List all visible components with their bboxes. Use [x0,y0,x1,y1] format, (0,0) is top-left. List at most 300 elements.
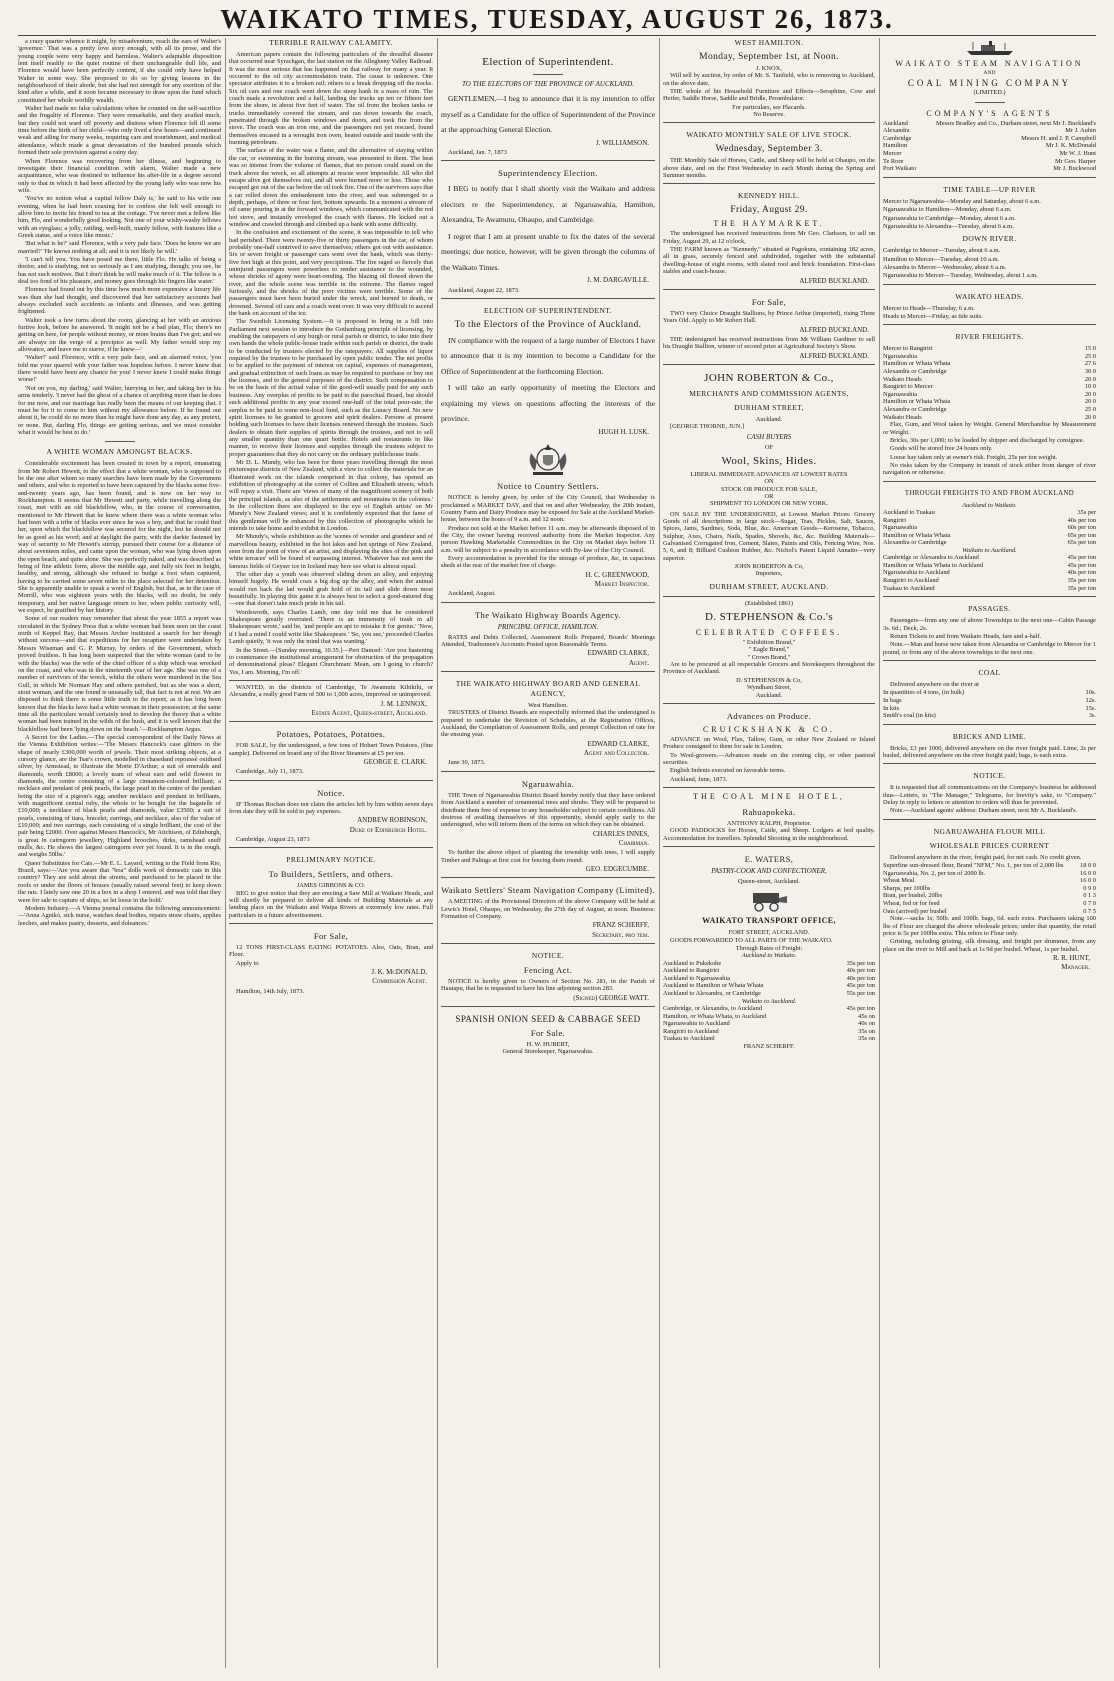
mill-note: Note.—sacks 1s; 50lb. and 100lb. bags, 6d. each extra. Purchasers taking 100 lbs of Flour are charged the above wholesale prices; under that quantity, the retail price is 5s per 100lbs extra. This refers to Flour only. [883,915,1096,937]
freight-row-value: 35s per [1077,508,1096,516]
timetable-entry: Heads to Mercer—Friday, as tide suits. [883,312,983,320]
coal-row [883,697,1096,705]
freight-row-label: Cambridge, or Alexandra, to Auckland [663,1004,763,1012]
brand-name: " Crown Brand," [747,653,791,661]
ad-subheading: PASTRY-COOK AND CONFECTIONER, [711,866,827,875]
ad-heading: WEST HAMILTON. [734,38,804,47]
freight-row-value: 65s per ton [1067,539,1096,547]
freight-row [883,585,1096,593]
freight-table-outbound [663,960,875,998]
freight-row [883,577,1096,585]
freight-note: Bricks, 30s per 1,000; to be loaded by shipper and discharged by consignee. [890,436,1085,444]
ad-body: TWO very Choice Draught Stallions, by Prince Arthur (imported), rising Three Years Old. Apply to Mr Robert Hall. [663,309,875,325]
ad-heading: Monday, September 1st, at Noon. [699,52,839,62]
freight-row [883,383,1096,391]
ad-body: FOR SALE, by the undersigned, a few tons of Hobart Town Potatoes, (fine sample). Delivered on board any of the River Steamers at £5 per ton. [229,742,433,757]
article-paragraph: The surface of the water was a flame, and the alternative of staying within the car, or swimming in the burning stream, was presented to them. The heat was so intense from the volume of flames, that no person could stand on the track above the wreck, so all attempts at rescue were impossible. All who did escape alive got themselves out, and all were burned more or less. Those who escaped got out of the car before the oil took fire. One of the survivors says that a car rolled down the embankment into the river, and was submerged to a depth, perhaps, of three or four feet, bottom upwards. In a moment a stream of oil came pouring in at the forward windows, which communicated with the red hot stove, and instantly enveloped the coach with flames. He kicked out a window and crawled through and climbed up a bank with some difficulty. [229,147,433,228]
agent-row [883,142,1096,150]
news-item: Modern Industry.—A Vienna journal contains the following announcement:—'Anna Agnikó, sick nurse, watches dead bodies, repairs straw chairs, applies leeches, and makes pastry, desserts, and doleances.' [18,904,221,927]
freight-row [663,982,875,990]
freight-row-value: 35s per ton [1067,577,1096,585]
ad-for-sale [229,923,433,995]
ad-note: [GEORGE THORNE, JUN.] [670,423,745,431]
freight-row-value: 35s on [858,1027,875,1035]
ad-heading: Superintendency Election. [498,168,598,179]
freight-row-value: 15 0 [1084,345,1096,353]
agent-row [883,135,1096,143]
ad-body: Produce not sold at the Market before 11 a.m. may be afterwards disposed of in the City, the owner having received authority from the Market Inspector. Any person Hawking Marketable Commodities in the City on Market days before 11 a.m. will be subject to a penalty in accordance with By-law of the City Council. [441,524,655,554]
ad-body: I BEG to notify that I shall shortly visit the Waikato and address electors re the Superintendency, at Ngaruawahia, Hamilton, Alexandra, Te Awamutu, Ohaupo, and Cambridge. [441,184,655,225]
ad-heading: DURHAM STREET, AUCKLAND. [709,581,829,591]
freight-row [883,345,1096,353]
ad-subheading: West Hamilton. [528,702,568,710]
freight-row [883,569,1096,577]
freight-row-label: Ngaruawahia [883,524,918,532]
freight-row [883,398,1096,406]
column-rule [659,38,660,1668]
ad-signature: J. WILLIAMSON. [596,138,649,147]
section-heading: BRICKS AND LIME. [952,731,1027,741]
agent-row [883,158,1096,166]
freight-row [883,360,1096,368]
steamship-icon [965,40,1015,56]
freight-row-label: Rangiriri to Auckland [663,1027,719,1035]
freight-row-value: 40s per ton [1067,569,1096,577]
timetable-entry: Ngaruawahia to Alexandra—Tuesday, about 6 a.m. [883,222,1014,230]
ad-body: GOODS FORWARDED TO ALL PARTS OF THE WAIKATO. [670,936,833,944]
price-row-value: 0 1 3 [1083,892,1096,900]
ad-body: NOTICE is hereby given to Owners of Section No. 281, in the Parish of Hautapu, that he is requested to have his line adjoining section 283. [441,977,655,993]
price-row [883,885,1096,893]
ad-heading: D. STEPHENSON & Co.'s [704,611,834,624]
freight-row-value: 20 0 [1084,398,1096,406]
ad-heading: PRELIMINARY NOTICE. [286,855,376,865]
ad-signature: Chairman. [618,838,649,847]
freight-row-value: 25 0 [1084,352,1096,360]
ad-heading: Waikato Settlers' Steam Navigation Company (Limited). [441,885,655,896]
price-row [883,862,1096,870]
article-heading: TERRIBLE RAILWAY CALAMITY. [269,38,393,47]
freight-row [883,509,1096,517]
through-table-outbound [883,509,1096,547]
ad-note: LIBERAL IMMEDIATE ADVANCES AT LOWEST RATES [690,470,848,478]
ad-heading: Rahuapokeka. [742,806,796,817]
ad-subheading: CASH BUYERS [746,432,792,441]
freight-note: Goods will be stored free 24 hours only. [890,445,993,453]
freight-row-value: 40s per ton [846,974,875,982]
mill-note: Gristing, including gristing, silk dressing, and freight per drummer, from any place on the river to Mill and back at 1s 9d per bushel. Wheat, 1s per bushel. [883,938,1096,953]
ad-body: To further the above object of planting the township with trees, I will supply Timber and Palings at first cost for fencing them round. [441,849,655,864]
freight-row-label: Hamilton or Whata Whata [883,531,951,539]
story-paragraph: When Florence was recovering from her illness, and beginning to investigate their financial condition with alarm, Walter made a new acquaintance, who was destined to influence his after-life in a degree second only to that in which it had been affected by the young lady who was now his wife. [18,157,221,194]
freight-row [883,524,1096,532]
story-paragraph: 'You've no notion what a capital fellow Daly is,' he said to his wife one evening, when he had been coaxing her to confess she felt well enough to allow him to invite his friend to tea at the cottage. 'I've never met a fellow like him, Flo, and wonderfully good looking. Not one of your wishy-washy fellows with an eyeglass; a jolly, rattling, well-built, manly fellow, with features like a Greek statue, and a voice like music.' [18,195,221,239]
ad-signature: GEORGE E. CLARK. [363,757,427,766]
freight-row-value: 20 0 [1084,375,1096,383]
company-heading: AND [983,70,996,76]
ad-heading: Ngaruawahia. [521,778,575,789]
company-heading: COAL MINING COMPANY [907,78,1072,89]
price-row-value: 0 7 0 [1083,900,1096,908]
coal-row [883,689,1096,697]
freight-row [883,353,1096,361]
freight-row [883,376,1096,384]
ad-cruickshank [663,703,875,783]
column-1 [18,38,221,1671]
ad-note: For particulars, see Placards. [732,103,806,111]
ad-body: THE whole of his Household Furniture and Effects—Seraphine, Cow and Heifer, Saddle Horse, Saddle and Bridle, Perambulator. [663,88,875,103]
agent-row-value: Messrs H. and J. P. Campbell [1021,134,1096,142]
ad-heading: THE HAYMARKET. [713,219,825,229]
section-heading: RIVER FREIGHTS. [955,332,1024,342]
freight-row [663,1013,875,1021]
ad-body: I regret that I am at present unable to fix the dates of the several meetings; due notice, however, will be given through the columns of the Waikato Times. [441,231,655,272]
heads-list [883,305,1096,321]
ad-heading: Fencing Act. [523,964,573,975]
ad-heading: For Sale. [530,1028,566,1038]
ad-subheading: PRINCIPAL OFFICE, HAMILTON. [497,622,599,631]
ad-heading: Potatoes, Potatoes, Potatoes. [276,729,386,740]
freight-row [883,562,1096,570]
coal-row-label: In bags [883,696,902,704]
agent-row-label: Te Rore [883,157,904,165]
agent-row-value: Mr Geo. Harper [1055,157,1096,165]
passage-note: Return Tickets to and from Waikato Heads, fare and a-half. [890,632,1042,640]
freight-row-value: 25 0 [1084,406,1096,414]
ad-note: SHIPMENT TO LONDON OR NEW YORK. [710,500,828,508]
ad-body: NOTICE is hereby given, by order of the City Council, that Wednesday is proclaimed a MARKET DAY, and that on and after Wednesday, the 20th instant, Country Farm and Dairy Produce may be exposed for Sale at the Auckland Market-house, between the hours of 9 a.m. and 12 noon. [441,494,655,524]
through-table-inbound [883,554,1096,592]
ad-stallions [663,289,875,360]
ad-body: Apply to [236,959,259,967]
ad-date: Cambridge, August 23, 1873 [236,836,310,843]
freight-row-value: 55s per ton [846,990,875,998]
agent-row-label: Port Waikato [883,165,917,173]
divider [105,441,135,442]
ad-body: IF Thomas Rochan does not claim the articles left by him within seven days from date they will be sold to pay expenses. [229,800,433,815]
ad-signature: H. C. GREENWOOD, [585,570,649,579]
freight-row-value: 20 0 [1084,413,1096,421]
ad-signature: Estate Agent, Queen-street, Auckland. [311,708,427,717]
ad-signature: H. W. HUBERT, [526,1041,570,1048]
ad-signature: J. K. McDONALD, [371,968,427,977]
freight-row-label: Tuakau to Auckland [883,584,935,592]
column-2 [229,38,433,1671]
passages [883,596,1096,656]
freight-row-label: Rangiriri to Auckland [883,577,939,585]
notice-body: Note.—Auckland agents' address: Durham street, next Mr A. Buckland's. [890,807,1078,815]
freight-row [663,1035,875,1043]
ad-wanted [229,680,433,717]
timetable [883,177,1096,280]
agents-list [883,120,1096,173]
ad-signature: GEO. EDGECUMBE. [585,864,649,873]
agent-row-label: Mercer [883,150,902,158]
passage-note: Note.—Man and horse now taken from Alexandra or Cambridge to Mercer for 1 pound, or from any of the above townships to the next one. [883,641,1096,656]
masthead-rule [18,35,1096,36]
ad-signature: (Signed) GEORGE WATT. [573,993,649,1002]
column-3 [441,38,655,1671]
article-paragraph: The other day a youth was observed sliding down an alley, and enjoying himself hugely. He would coax a big dog up the alley, and when the animal would run back the lad would grab hold of its tail and slide down most beautifully. In playing this game it is always best to select a good-natured dog—one that doesn't take much pride in his tail. [229,571,433,608]
price-row [883,877,1096,885]
freight-row-label: Rangiriri [883,516,907,524]
ad-signature: FRANZ SCHERFF, [592,921,649,930]
section-heading: COAL [978,667,1001,677]
ad-signature: R. R. HUNT, [1052,953,1090,962]
freight-row [663,960,875,968]
ad-place: Queen-street, Auckland. [738,877,800,885]
ad-signature: Agent and Collector. [583,749,649,758]
ad-stephenson [663,596,875,699]
ad-fencing [441,943,655,1002]
freight-row-value: 35s on [858,1035,875,1043]
news-item: A Secret for the Ladies.—The special correspondent of the Daily News at the Vienna Exhibition writes:—'The Messrs Hancock's case glitters in the shape of nearly £300,000 worth of jewels. Their most striking objects, at a cursory glance, are the Tsar's crown, modelled in chasedand repoussé oxidised silver, by Armstead, to illustrate the Morte D'Arthur; a suit of emeralds and diamonds, worth £8000; a lovely team of wheat ears and wild flowers in diamonds, the centre consisting of a large cinnamon-coloured brilliant; a necklace and pendant of pink pearls, the large pearl in the centre of the pendant being the size of a pigeon's egg; another necklace and pendant in brilliants, with magnificent central ruby, the whole to be bought for the bagatelle of £10,000; a necklace of black pearls and diamonds, value £3500; a suit of pearls, consisting of tiara, bracelet, earrings, and necklace, also of the value of £10,000; and two earrings, each consisting of a single brilliant, the cost of the pair being £2000. Over against Messrs Hancock's, Mr Aitchison, of Edinburgh, is great in cairngorm jewellery, Highland brooches, dirks, ramshead snuff mulls, &c. He shows the largest cairngorm ever yet found. It is in the rough, and weighs 50lbs.' [18,733,221,859]
ad-body: I will take an early opportunity of meeting the Electors and explaining my views on questions affecting the interests of the province. [441,383,655,424]
up-river-list [883,198,1096,230]
ad-signature: ALFRED BUCKLAND. [799,351,869,360]
coal-row-label: In quantities of 4 tons, (in bulk) [883,689,965,697]
wagon-icon [749,888,789,912]
freight-row-label: Ngaruawahia to Auckland [663,1020,730,1028]
ad-subheading: Waikato to Auckland. [741,997,797,1005]
section-heading: WHOLESALE PRICES CURRENT [929,840,1050,850]
ad-body: GENTLEMEN,—I beg to announce that it is my intention to offer myself as a Candidate for the office of Superintendent of the Province at the approaching General Election. [441,94,655,134]
bricks-lime [883,724,1096,760]
price-row [883,870,1096,878]
freight-row [883,368,1096,376]
freight-note: Loose hay taken only at owner's risk. Freight, 25s per ton weight. [890,453,1058,461]
section-heading: THROUGH FREIGHTS TO AND FROM AUCKLAND [904,489,1075,497]
news-item: Queer Substitutes for Cats.—Mr E. L. Layard, writing to the Field from Rio, Brazil, says:—'Are you aware that "boa" dolls work of domestic cats in this country? They are sold about the streets, and purchased to be placed in the roofs or under the floors of houses (usually raised several feet) to keep down the rats. I lately saw one 20 in a box in a shop I entered, and was told that they were for sale to capture of ships, so let loose in the hold.' [18,859,221,904]
freight-row-label: Hamilton or Whata Whata to Auckland [883,561,984,569]
agent-row-label: Cambridge [883,134,912,142]
ad-heading: THE WAIKATO HIGHWAY BOARD AND GENERAL AGENCY, [455,679,641,699]
ad-subheading: Auckland to Waikato. [741,952,797,960]
ad-heading: MERCHANTS AND COMMISSION AGENTS, [689,388,849,398]
freight-row [883,539,1096,547]
ad-heading: SPANISH ONION SEED & CABBAGE SEED [455,1014,641,1024]
masthead-title: WAIKATO TIMES, TUESDAY, AUGUST 26, 1873. [220,4,894,34]
column-rule [225,38,226,1668]
freight-row-label: Auckland to Hamilton or Whata Whata [663,982,764,990]
freight-row [663,990,875,998]
price-row-label: Oats (arrived) per bushel [883,907,947,915]
ad-body: THE undersigned has received instructions from Mr William Gardiner to sell his Draught Stallion, winner of second prize at Agricultural Society's Show. [663,335,875,351]
price-row-value: 0 9 0 [1083,884,1096,892]
ad-date: Cambridge, July 11, 1873. [236,768,304,776]
prices-table [883,862,1096,915]
down-river-list [883,247,1096,279]
price-row-label: Wheat, fed or for feed [883,900,940,908]
price-row [883,908,1096,916]
ad-body: RATES and Debts Collected, Assessment Rolls Prepared, Boards' Meetings Attended, Tradesmen's Accounts Posted upon Reasonable Terms. [441,633,655,649]
ad-signature: Duke of Edinburgh Hotel. [349,825,427,834]
freight-note: Flax, Gum, and Wool taken by Weight. General Merchandise by Measurement or Weight. [883,421,1096,436]
ad-body: TRUSTEES of District Boards are respectfully informed that the undersigned is prepared to undertake the Revision of Schedules, at the Registration Offices, Auckland, the Compilation of Assessment Rolls, and prompt Collection of rate for the ensuing year. [441,709,655,739]
timetable-entry: Cambridge to Mercer—Tuesday, about 6 a.m. [883,247,1001,255]
story-paragraph: a crazy quarter whence it might, by misadventure, reach the ears of Walter's 'governor.' That was a pretty love story enough, with all its prose, and the young couple were very happy and harmless. Walter's adaptable disposition lent itself readily to the quiet routine of their unchangeable dull life, and Florence would have been perfectly content, if she could only have helped Walter in some way. She proposed to do so by giving lessons in the neighbourhood of their abode, but she had not strength for any exertion of the kind after a while, and it soon became necessary to draw upon the fund which constituted her whole worldly wealth. [18,38,221,104]
price-row [883,892,1096,900]
ad-heading: Friday, August 29. [730,205,808,216]
price-row-label: Ngaruawahia, No. 2, per ton of 2000 lb. [883,869,986,877]
freight-row [663,967,875,975]
ad-heading: Wool, Skins, Hides. [721,454,817,467]
freight-row-label: Tuakau to Auckland [663,1035,715,1043]
story-paragraph: 'Not on you, my darling,' said Walter, hurrying to her, and taking her in his arms tenderly. 'I never had the ghost of a chance of anything more than he does for me now, and our marriage has really been the means of our keeping that. I must be for it to come to him without my allowance before. If he found out about it, he could do no more than he might have done any day, as any pretext, or none. But, darling Flo, things are getting serious, and we must consider what it would be best to do.' [18,384,221,436]
freight-row-value: 10 0 [1084,383,1096,391]
section-heading: NGARUAWAHIA FLOUR MILL [933,826,1046,836]
ad-place: Auckland. [755,691,783,699]
company-heading: (LIMITED.) [973,89,1006,97]
flour-mill [883,819,1096,972]
freight-row-label: Cambridge or Alexandra to Auckland [883,554,979,562]
ad-signature: Market Inspector. [594,580,649,588]
ad-notice [229,780,433,844]
article-paragraph: American papers contain the following particulars of the dreadful disaster that occurred near Syrachgan, the last station on the Allegheny Valley Railroad. It was the most serious that has happened on that railway for many a year. It occurred to the oil city accommodation train. The cause is unknown. One spectator attributes it to a broken rail; others to a break dropping off the tracks. Six oil cars and one coach went down the steep bank in a mass of ruin. The coach made a revolution and a half, landing the trucks up ten or fifteen feet from the shore, in about five feet of water. The oil from the broken tanks or trucks immediately covered the stream, and ran down towards the coach, penetrated through the broken windows and doors, and took fire from the stove. The coach was an iron one, and the passengers not yet rescued, found themselves encased in a wrought iron oven, heated outside and inside with the burning petroleum. [229,51,433,147]
freight-row [883,517,1096,525]
ad-heading: THE COAL MINE HOTEL, [693,791,845,801]
ad-signature: CHARLES INNES, [592,829,649,838]
ad-body: THE Monthly Sale of Horses, Cattle, and Sheep will be held at Ohaupo, on the above date, and on the First Wednesday in each Month during the Spring and Summer months. [663,157,875,180]
brand-name: " Eagle Brand," [748,646,790,654]
ad-signature: EDWARD CLARKE, [587,739,649,748]
freight-row-label: Waikato Heads [883,375,922,383]
ad-ngaruawahia [441,771,655,873]
freight-row-label: Waikato Heads [883,413,922,421]
story-paragraph: Florence had found out by this time how much more expensive a luxury life was than she had thought, and discovered that her satisfactory accounts had always excluded such accidents as infants and illnesses, and was getting frightened. [18,286,221,316]
section-heading: DOWN RIVER. [962,234,1017,244]
freight-row-label: Ngaruawahia [883,352,918,360]
ad-date: June 30, 1873. [448,759,486,767]
ad-body: GOOD PADDOCKS for Horses, Cattle, and Sheep. Lodgers at bed quality. Accommodation for travellers. Splendid Shooting in the neighbourhood. [663,827,875,842]
freight-row-value: 40s on [858,1020,875,1028]
ad-heading: CELEBRATED COFFEES. [695,628,843,638]
ad-highway [441,602,655,667]
coal-row-value: 12s. [1085,696,1096,704]
freight-row-label: Alexandra or Cambridge [883,539,947,547]
ad-signature: ANDREW ROBINSON, [357,816,427,825]
story-paragraph: 'I can't tell you. You have posed me there, little Flo. He talks of being a doctor, and is studying, not so seriously as I am studying, though; you see, he has not such motives. But I don't think he will make much of it. The fellow is a deal too fond of his pleasure, and money goes through his fingers like water.' [18,255,221,285]
section-heading: TIME TABLE—UP RIVER [943,184,1036,194]
section-subheading: Auckland to Waikato. [962,501,1017,509]
freight-row-label: Auckland to Rangiriri [663,967,720,975]
coal-note: Delivered anywhere on the river at [890,680,979,688]
ad-note: OF [764,443,774,451]
section-heading: NOTICE. [973,771,1006,781]
freight-row [883,532,1096,540]
agent-row [883,127,1096,135]
timetable-entry: Ngaruawahia to Hamilton—Monday, about 6 a.m. [883,206,1012,214]
timetable-entry: Mercer to Heads—Thursday, 6 a.m. [883,304,975,312]
freight-row [883,414,1096,422]
ad-superintendency [441,160,655,294]
article-paragraph: Mr Mundy's, whole exhibition as the 'scenes of wonder and grandeur and of marvellous beauty, exhibited in the hot lakes and hot springs of New Zealand, seen from the point of view of an artist, and displaying the sites of the pink and white terraces' will be found of surpassing interest. Whatever has not seen the famous fields of Geyser ice in Iceland may here see what is almost equal. [229,533,433,570]
freight-row-label: Alexandra or Cambridge [883,368,947,376]
ad-note: OR [764,492,774,500]
freight-row [883,554,1096,562]
timetable-entry: Alexandra to Mercer—Wednesday, about 6 a.m. [883,263,1007,271]
ad-body: ON SALE BY THE UNDERSIGNED, at Lowest Market Prices: Grocery Goods of all descriptions in large stock—Sugar, Teas, Pickles, Salt, Sauces, Spices, Jams, Sardines, Soda, Blue, &c. American Goods—Kerosene, Tobacco, Sulphur, Axes, Chairs, Nails, Spades, Shovels, &c, &c. Building Materials—Galvanised Corrugated Iron, Cement, Slates, Paints and Oils, Fencing Wire, Nos. 5, 6, and 8; Billiard Cushion Rubber, &c. Nichol's Patent Liquid Annatto—very superior. [663,510,875,562]
coat-of-arms-icon [523,439,573,477]
coal-row [883,712,1096,720]
article-paragraph: The Swedish Licensing System.—It is proposed to bring in a bill into Parliament next session to introduce the Gothenburg principle of licensing, by enabling the ratepayers of any burgh or rural parish or district, to take into their own hands the whole public-house trade within such parish or district, the trade to be conducted by trustees elected by the ratepayers. All supplies of liquor required by the trustees to be purchased by open public tender. The net profits to be applied to the payment of interest on capital, expenses of management, and gradual extinction of such loans as may be required to purchase or buy out the licenses, and to the general purposes of the district. Such compensation to be on the basis of the actual value of the good-will usually paid for any such business. Any overplus of profits to be paid to the parochial Board, but should such additional profits in any year exceed one-half of the total poor-rate, the surplus to be paid to some non-local fund, such as the Lunacy Board. No new spirit licenses to be granted to grocers and spirit dealers. Persons at present holding such licenses to have their licenses renewed through the trustees. Such dealers to obtain their supplies of spirits through the trustees, and not to sell any smaller quantity than one quart bottle. Hotels and restaurants in like manner, to receive their licenses and supplies through the trustees subject to proper guarantees that they do not carry on the ordinary publichouse trade. [229,318,433,458]
ad-heading: DURHAM STREET, [734,402,804,412]
ad-signature: JOHN ROBERTON & Co, [734,563,804,571]
ad-body: Are to be procured at all respectable Grocers and Storekeepers throughout the Province of Auckland. [663,661,875,676]
freight-table-inbound [663,1005,875,1043]
ad-heading: The Waikato Highway Boards Agency. [474,609,622,620]
ad-roberton [663,364,875,592]
price-row-value: 0 7 5 [1083,907,1096,915]
divider [533,74,563,75]
section-subheading: Waikato to Auckland. [962,546,1017,554]
freight-row-label: Auckland to Alexandra, or Cambridge [663,990,761,998]
section-heading: PASSAGES. [968,604,1011,614]
price-row-label: Sharps, per 100lbs [883,884,931,892]
price-row [883,900,1096,908]
ad-signature: ALFRED BUCKLAND. [799,276,869,285]
company-heading: WAIKATO STEAM NAVIGATION [895,59,1084,68]
freight-row-label: Hamilton or Whata Whata [883,360,951,368]
timetable-entry: Ngaruawahia to Cambridge—Monday, about 6 a.m. [883,214,1016,222]
price-row-value: 16 0 0 [1080,869,1096,877]
price-row-value: 18 0 0 [1080,862,1096,870]
article-paragraph: Wordsworth, says Charles Lamb, one day told me that he considered Shakespeare greatly overrated. 'There is an immensity of trash in all Shakespeare wrote,' said he, 'and people are apt to mistake it for genius.' 'Now, if I had a mind I could write like Shakespeare.' 'So, you see,' proceeded Charles Lamb quietly, 'it was only the mind that was wanting.' [229,608,433,646]
ad-date: Auckland, June, 1873. [670,775,728,783]
freight-row-label: Mercer to Rangiriri [883,345,933,353]
ad-note: (Established 1861) [744,599,794,607]
ad-body: A MEETING of the Provisional Directors of the above Company will be held at Lewis's Hotel, Ohaupo, on Wednesday, the 27th day of August, at noon. Business: Formation of Company. [441,898,655,920]
story-paragraph: 'Walter!' said Florence, with a very pale face, and an alarmed voice, 'you told me your quarrel with your father was hopeless before. I never knew that there would have been any chance for you! I never knew I could make things worse!' [18,354,221,384]
section-heading: COMPANY'S AGENTS [926,108,1053,118]
coal-rates-table [883,689,1096,719]
coal [883,660,1096,720]
article-paragraph: Mr D. L. Mundy, who has been for three years travelling through the most picturesque districts of New Zealand, with a view to collect the materials for an illustrated work on the islands comprised in that colony, has opened an exhibition of photography at the corner of Collins and Elizabeth streets, which will repay a visit. There are 'views of many of the magnificent scenery of both the principal islands, as also of the settlements and mountains in the colonies.' In the collection there are displayed to the eye of English artists' on Mr Mundy's New Zealand views; and it is confidently expected that the fame of this gentleman will be enhanced by this collection of photographs which he intends to take home and to exhibit in London. [229,458,433,532]
agent-row-value: Mr J. Aubin [1065,127,1096,135]
ad-lusk [441,298,655,436]
freight-row-value: 45s per ton [846,1004,875,1012]
freight-row-value: 30 0 [1084,368,1096,376]
price-row-label: Bran, per bushel, 20lbs [883,892,943,900]
freight-row-label: Hamilton or Whata Whata [883,398,951,406]
freights-table [883,345,1096,421]
ad-signature: Importers, [755,570,783,578]
ad-body: IN compliance with the request of a large number of Electors I have to announce that it is my intention to become a Candidate for the Office of Superintendent at the forthcoming Election. [441,335,655,376]
price-row-label: Wheat Meal [883,877,915,885]
ad-heading: WAIKATO TRANSPORT OFFICE, [702,916,836,926]
freight-row-value: 40s per ton [846,967,875,975]
freight-row-value: 40s per ton [1067,516,1096,524]
freight-row [883,391,1096,399]
ad-potatoes [229,721,433,775]
ad-heading: CRUICKSHANK & CO. [702,724,836,734]
ad-date: Hamilton, 14th July, 1873. [236,987,305,995]
ad-note: ON [764,478,774,486]
ad-body: The undersigned has received instructions from Mr Geo. Clarkson, to sell on Friday, August 29, at 12 o'clock, [663,230,875,245]
ad-body: 12 TONS FIRST-CLASS EATING POTATOES. Also, Oats, Bran, and Flour. [229,944,433,959]
price-row-label: Superfine sun-dressed flour, Brand "NFM," No. 1, per ton of 2,000 lbs [883,862,1064,870]
ad-heading: To the Electors of the Province of Auckland. [454,319,642,330]
ad-highway-board [441,671,655,767]
freight-row-label: Alexandra or Cambridge [883,406,947,414]
ad-subheading: Through Rates of Freight: [735,944,803,952]
freight-row-value: 45s per ton [1067,554,1096,562]
ad-signature: J. KNOX, [756,65,782,72]
ad-signature: JAMES GIBBONS & CO. [296,882,366,890]
ad-livestock [663,122,875,179]
ad-signature: EDWARD CLARKE, [587,649,649,658]
agent-row [883,165,1096,173]
